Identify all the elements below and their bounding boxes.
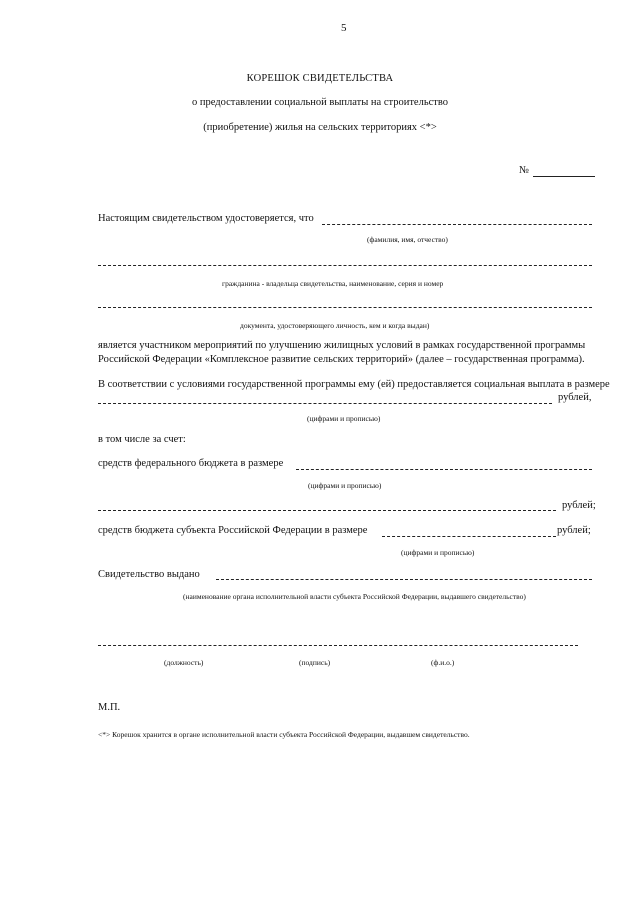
document-field[interactable]: [98, 307, 592, 308]
federal-budget-text: средств федерального бюджета в размере: [98, 458, 284, 469]
document-title: КОРЕШОК СВИДЕТЕЛЬСТВА: [246, 73, 394, 84]
hint-signer-fio: (ф.и.о.): [431, 658, 455, 667]
amount-field[interactable]: [98, 403, 552, 404]
certify-text: Настоящим свидетельством удостоверяется, что: [98, 213, 314, 224]
seal-label: М.П.: [98, 702, 121, 713]
hint-document: документа, удостоверяющего личность, кем и когда выдан): [240, 321, 430, 330]
subject-budget-text: средств бюджета субъекта Российской Федерации в размере: [98, 525, 368, 536]
hint-position: (должность): [164, 658, 204, 667]
hint-issuer: (наименование органа исполнительной власти субъекта Российской Федерации, выдавшего свидетельство): [183, 592, 526, 601]
issued-by-text: Свидетельство выдано: [98, 569, 200, 580]
participant-line2: Российской Федерации «Комплексное развитие сельских территорий» (далее – государственная программа).: [98, 354, 585, 365]
subject-amount-field[interactable]: [382, 536, 556, 537]
hint-fio: (фамилия, имя, отчество): [367, 235, 448, 244]
page-number: 5: [341, 22, 347, 34]
hint-signature: (подпись): [299, 658, 331, 667]
footnote: <*> Корешок хранится в органе исполнительной власти субъекта Российской Федерации, выдавшем свидетельство.: [98, 730, 470, 739]
subject-rubles-label: рублей;: [557, 525, 591, 536]
document-subtitle-line2: (приобретение) жилья на сельских территориях <*>: [203, 122, 437, 133]
document-subtitle-line1: о предоставлении социальной выплаты на строительство: [192, 97, 448, 108]
citizen-field[interactable]: [98, 265, 592, 266]
rubles-label: рублей,: [558, 392, 592, 403]
certificate-number-field[interactable]: [533, 176, 595, 177]
fio-field[interactable]: [322, 224, 592, 225]
federal-rubles-label: рублей;: [562, 500, 596, 511]
hint-amount: (цифрами и прописью): [307, 414, 381, 423]
hint-citizen: гражданина - владельца свидетельства, наименование, серия и номер: [222, 279, 444, 288]
hint-federal-amount: (цифрами и прописью): [308, 481, 382, 490]
accordance-text: В соответствии с условиями государственной программы ему (ей) предоставляется социальная выплата в размере: [98, 379, 610, 390]
issuer-field[interactable]: [216, 579, 592, 580]
hint-subject-amount: (цифрами и прописью): [401, 548, 475, 557]
including-text: в том числе за счет:: [98, 434, 186, 445]
signature-line[interactable]: [98, 645, 578, 646]
certificate-number-label: №: [519, 165, 530, 176]
federal-amount-field[interactable]: [296, 469, 592, 470]
participant-line1: является участником мероприятий по улучшению жилищных условий в рамках государственной программы: [98, 340, 586, 351]
federal-amount-words-field[interactable]: [98, 510, 556, 511]
